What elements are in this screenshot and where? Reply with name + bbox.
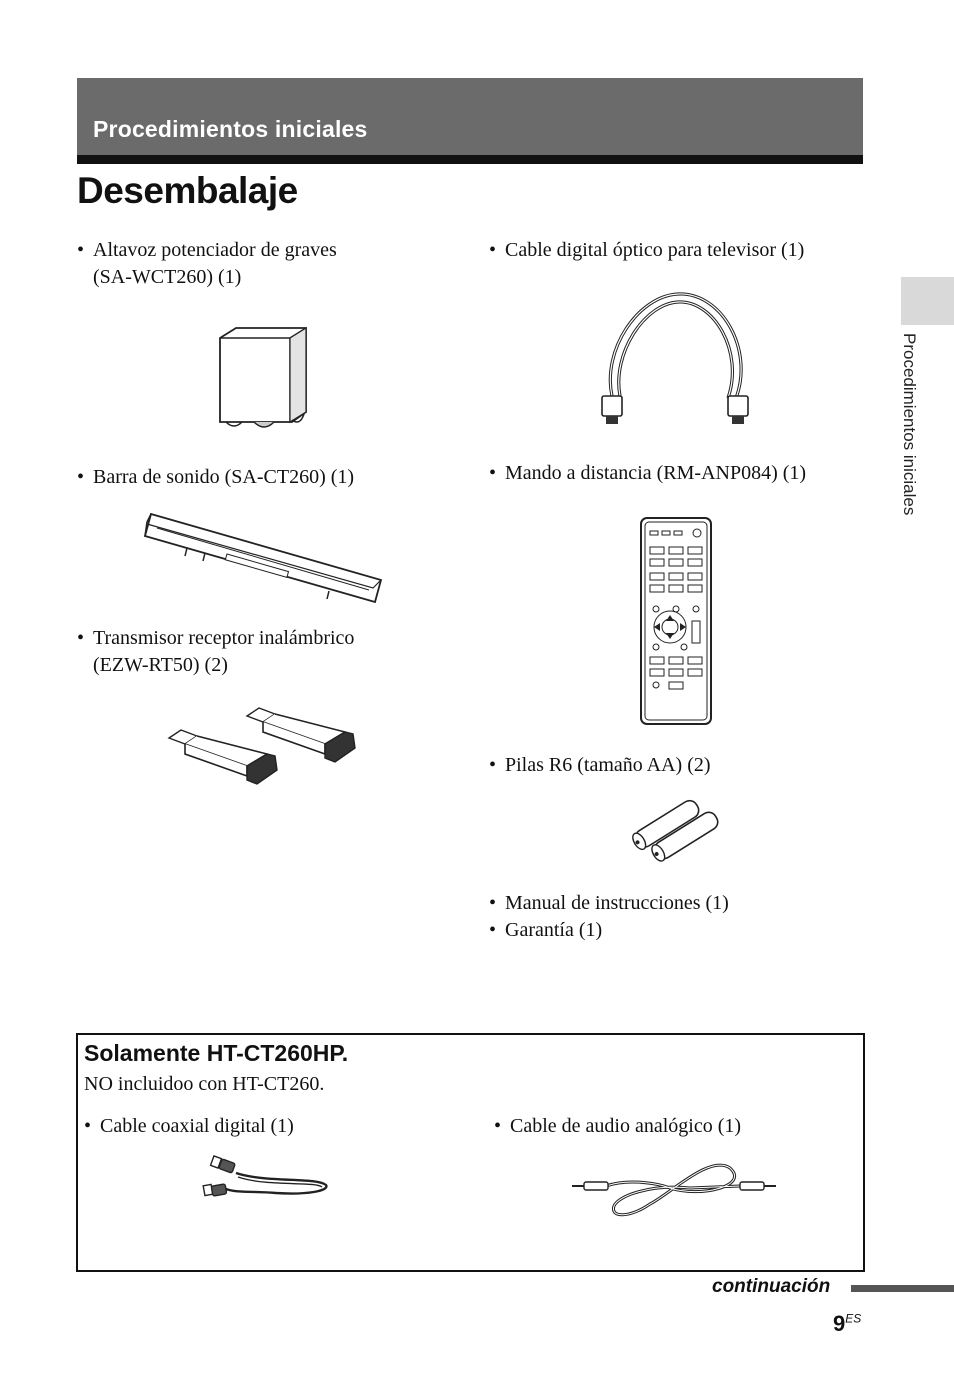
list-item-coaxial-cable: • Cable coaxial digital (1) xyxy=(84,1115,294,1137)
section-title: Procedimientos iniciales xyxy=(93,116,368,142)
list-item-audio-cable: • Cable de audio analógico (1) xyxy=(494,1115,742,1137)
box-note: NO incluidoo con HT-CT260. xyxy=(84,1073,325,1095)
list-item-remote: • Mando a distancia (RM-ANP084) (1) xyxy=(489,462,807,484)
list-item-manual: • Manual de instrucciones (1) • Garantía (1) xyxy=(489,892,729,941)
list-item-sound-bar: • Barra de sonido (SA-CT260) (1) xyxy=(77,466,355,488)
batteries-illustration xyxy=(630,804,722,868)
coaxial-cable-illustration xyxy=(196,1153,330,1207)
list-item-wireless-transceiver: • Transmisor receptor inalámbrico (EZW-RT50) (2) xyxy=(77,627,355,676)
optional-accessories-box xyxy=(76,1033,865,1272)
list-item-subwoofer: • Altavoz potenciador de graves (SA-WCT260) (1) xyxy=(77,239,337,288)
subwoofer-illustration xyxy=(214,326,310,434)
page-number: $9^{ES}$ xyxy=(833,1311,862,1336)
section-header-bar xyxy=(77,78,863,155)
sound-bar-illustration xyxy=(143,512,385,604)
side-tab-marker xyxy=(901,277,954,325)
side-tab-label: Procedimientos iniciales xyxy=(900,333,919,516)
wireless-transceiver-illustration xyxy=(167,702,359,786)
remote-control-illustration xyxy=(640,517,712,725)
list-item-optical-cable: • Cable digital óptico para televisor (1) xyxy=(489,239,805,261)
box-title: Solamente HT-CT260HP. xyxy=(84,1040,349,1066)
continued-label: continuación xyxy=(712,1276,831,1297)
continued-bar xyxy=(851,1285,954,1292)
page-title: Desembalaje xyxy=(77,170,298,211)
optical-cable-illustration xyxy=(598,290,754,430)
analog-audio-cable-illustration xyxy=(570,1158,780,1224)
section-rule xyxy=(77,155,863,164)
list-item-batteries: • Pilas R6 (tamaño AA) (2) xyxy=(489,754,711,776)
